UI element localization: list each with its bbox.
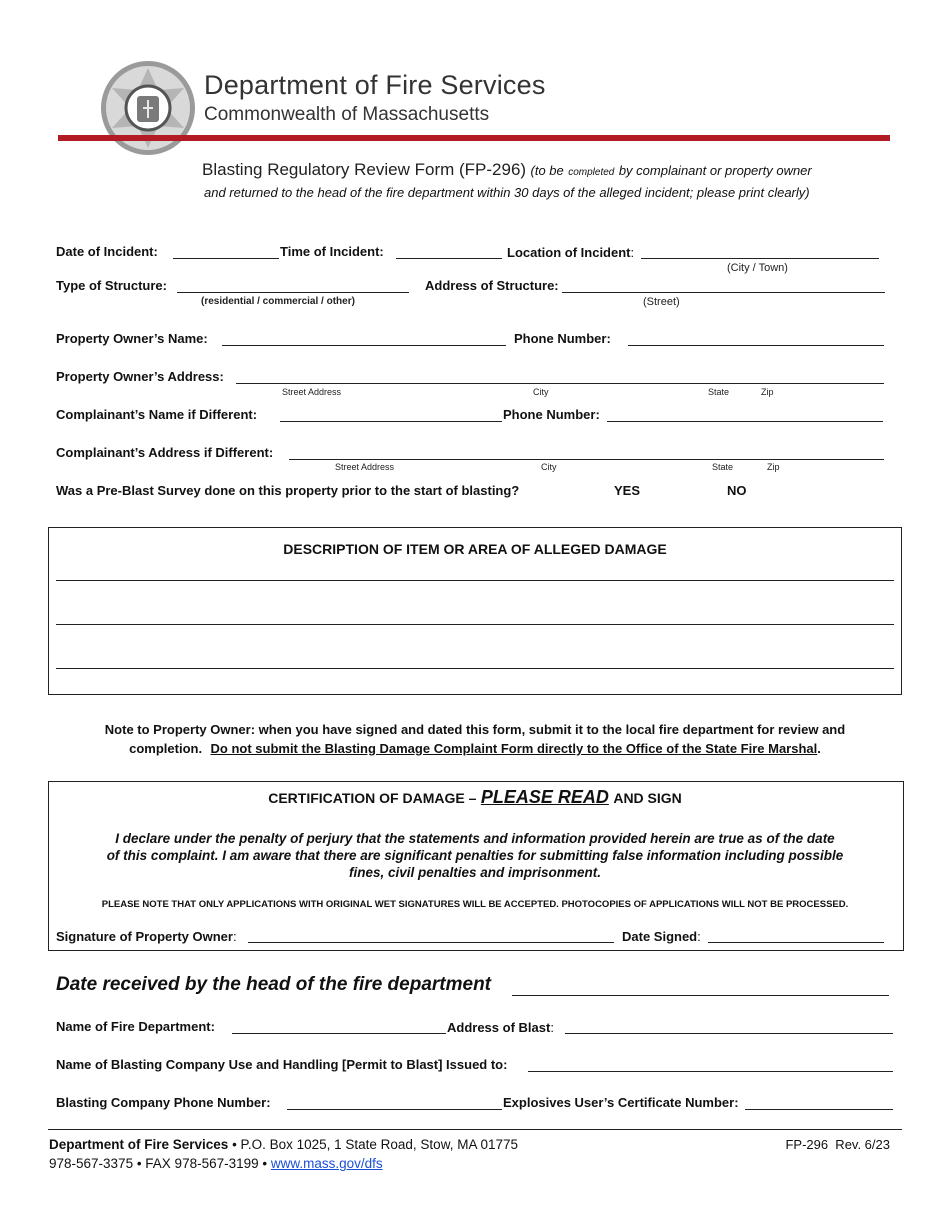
complainant-zip-hint: Zip xyxy=(767,462,780,472)
date-signed-colon: : xyxy=(697,929,701,944)
structure-hint: (residential / commercial / other) xyxy=(201,296,355,307)
note-line1: Note to Property Owner: when you have signed and dated this form, submit it to the local fire department for review and xyxy=(104,722,846,737)
signature-colon: : xyxy=(232,929,237,944)
form-note-b: completed xyxy=(568,167,615,178)
footer-line2 xyxy=(49,1156,383,1171)
complainant-phone-field[interactable] xyxy=(607,421,883,422)
footer-form-id: FP-296 Rev. 6/23 xyxy=(785,1137,890,1152)
damage-heading: DESCRIPTION OF ITEM OR AREA OF ALLEGED DAMAGE xyxy=(283,541,667,557)
note-line2 xyxy=(0,740,950,758)
signature-label: Signature of Property Owner xyxy=(56,929,233,944)
form-note-c: by complainant or property owner xyxy=(618,163,812,178)
blasting-company-label: Name of Blasting Company Use and Handling [Permit to Blast] Issued to: xyxy=(56,1057,508,1072)
date-signed-field[interactable] xyxy=(708,942,884,943)
complainant-state-hint: State xyxy=(712,462,734,472)
complainant-street-hint: Street Address xyxy=(335,462,395,472)
form-note-line2: and returned to the head of the fire department within 30 days of the alleged incident; please print clearly) xyxy=(204,185,810,200)
certification-heading-a: CERTIFICATION OF DAMAGE – xyxy=(268,790,477,806)
fire-department-name-label: Name of Fire Department: xyxy=(56,1019,215,1034)
dfs-logo xyxy=(100,60,196,156)
owner-name-field[interactable] xyxy=(222,345,506,346)
footer-dept: Department of Fire Services xyxy=(49,1137,229,1152)
form-title: Blasting Regulatory Review Form (FP-296) xyxy=(202,160,527,179)
date-received-field[interactable] xyxy=(512,995,889,996)
note-line2-b: Do not submit the Blasting Damage Complaint Form directly to the Office of the State Fire Marshal xyxy=(210,741,818,756)
address-of-blast-label-wrap xyxy=(447,1019,554,1037)
certification-heading-b: PLEASE READ xyxy=(480,787,609,807)
location-of-incident-label: Location of Incident xyxy=(507,245,631,260)
pre-blast-yes-option[interactable]: YES xyxy=(614,483,641,498)
form-note-a: (to be xyxy=(530,163,564,178)
explosives-cert-field[interactable] xyxy=(745,1109,893,1110)
complainant-phone-label: Phone Number: xyxy=(503,407,600,422)
wet-signature-notice: PLEASE NOTE THAT ONLY APPLICATIONS WITH ORIGINAL WET SIGNATURES WILL BE ACCEPTED. PHOTOCOPIES OF APPLICATIONS WILL NOT BE PROCESSED. xyxy=(101,899,849,910)
owner-address-label: Property Owner’s Address: xyxy=(56,369,224,384)
time-of-incident-field[interactable] xyxy=(396,258,502,259)
damage-line-3[interactable] xyxy=(56,668,894,669)
declaration-line3: fines, civil penalties and imprisonment. xyxy=(348,865,602,880)
complainant-address-label: Complainant’s Address if Different: xyxy=(56,445,274,460)
address-of-blast-colon: : xyxy=(550,1020,554,1035)
location-colon: : xyxy=(630,245,635,260)
owner-city-hint: City xyxy=(533,387,549,397)
time-of-incident-label: Time of Incident: xyxy=(280,244,384,259)
pre-blast-no-option[interactable]: NO xyxy=(727,483,747,498)
footer-divider xyxy=(48,1129,902,1130)
address-of-structure-field[interactable] xyxy=(562,292,885,293)
owner-phone-field[interactable] xyxy=(628,345,884,346)
signature-label-wrap xyxy=(56,928,237,946)
complainant-address-field[interactable] xyxy=(289,459,884,460)
type-of-structure-field[interactable] xyxy=(177,292,409,293)
declaration-line1: I declare under the penalty of perjury that the statements and information provided herein are true as of the date xyxy=(115,831,835,846)
owner-state-hint: State xyxy=(708,387,730,397)
footer-line1 xyxy=(49,1137,518,1152)
note-line2-c: . xyxy=(817,741,821,756)
declaration-line2: of this complaint. I am aware that there are significant penalties for submitting false information including possible xyxy=(106,848,844,863)
commonwealth-subtitle: Commonwealth of Massachusetts xyxy=(204,104,490,125)
complainant-city-hint: City xyxy=(541,462,557,472)
explosives-cert-label: Explosives User’s Certificate Number: xyxy=(503,1095,739,1110)
fire-department-name-field[interactable] xyxy=(232,1033,446,1034)
company-phone-label: Blasting Company Phone Number: xyxy=(56,1095,271,1110)
city-town-hint: (City / Town) xyxy=(727,262,788,274)
blasting-company-field[interactable] xyxy=(528,1071,893,1072)
location-of-incident-field[interactable] xyxy=(641,258,879,259)
company-phone-field[interactable] xyxy=(287,1109,502,1110)
owner-phone-label: Phone Number: xyxy=(514,331,611,346)
note-line2-a: completion. xyxy=(129,741,203,756)
pre-blast-question: Was a Pre-Blast Survey done on this property prior to the start of blasting? xyxy=(56,483,520,498)
location-of-incident-label-wrap xyxy=(507,244,634,262)
footer-address: • P.O. Box 1025, 1 State Road, Stow, MA 01775 xyxy=(228,1137,518,1152)
footer-phone: 978-567-3375 • FAX 978-567-3199 • xyxy=(49,1156,271,1171)
date-signed-label-wrap xyxy=(622,928,701,946)
damage-line-2[interactable] xyxy=(56,624,894,625)
address-of-blast-label: Address of Blast xyxy=(447,1020,551,1035)
date-signed-label: Date Signed xyxy=(622,929,698,944)
date-of-incident-field[interactable] xyxy=(173,258,279,259)
address-of-structure-label: Address of Structure: xyxy=(425,278,559,293)
date-received-label: Date received by the head of the fire department xyxy=(56,974,492,995)
address-of-blast-field[interactable] xyxy=(565,1033,893,1034)
signature-field[interactable] xyxy=(248,942,614,943)
type-of-structure-label: Type of Structure: xyxy=(56,278,167,293)
footer-link[interactable]: www.mass.gov/dfs xyxy=(270,1156,383,1171)
date-of-incident-label: Date of Incident: xyxy=(56,244,158,259)
owner-street-hint: Street Address xyxy=(282,387,342,397)
certification-heading xyxy=(0,787,950,808)
certification-heading-c: AND SIGN xyxy=(613,790,682,806)
owner-address-field[interactable] xyxy=(236,383,884,384)
street-hint: (Street) xyxy=(643,296,680,308)
owner-zip-hint: Zip xyxy=(761,387,774,397)
complainant-name-label: Complainant’s Name if Different: xyxy=(56,407,258,422)
damage-line-1[interactable] xyxy=(56,580,894,581)
header-divider xyxy=(58,135,890,141)
owner-name-label: Property Owner’s Name: xyxy=(56,331,208,346)
form-title-line xyxy=(202,160,812,180)
complainant-name-field[interactable] xyxy=(280,421,502,422)
department-title: Department of Fire Services xyxy=(204,70,546,100)
